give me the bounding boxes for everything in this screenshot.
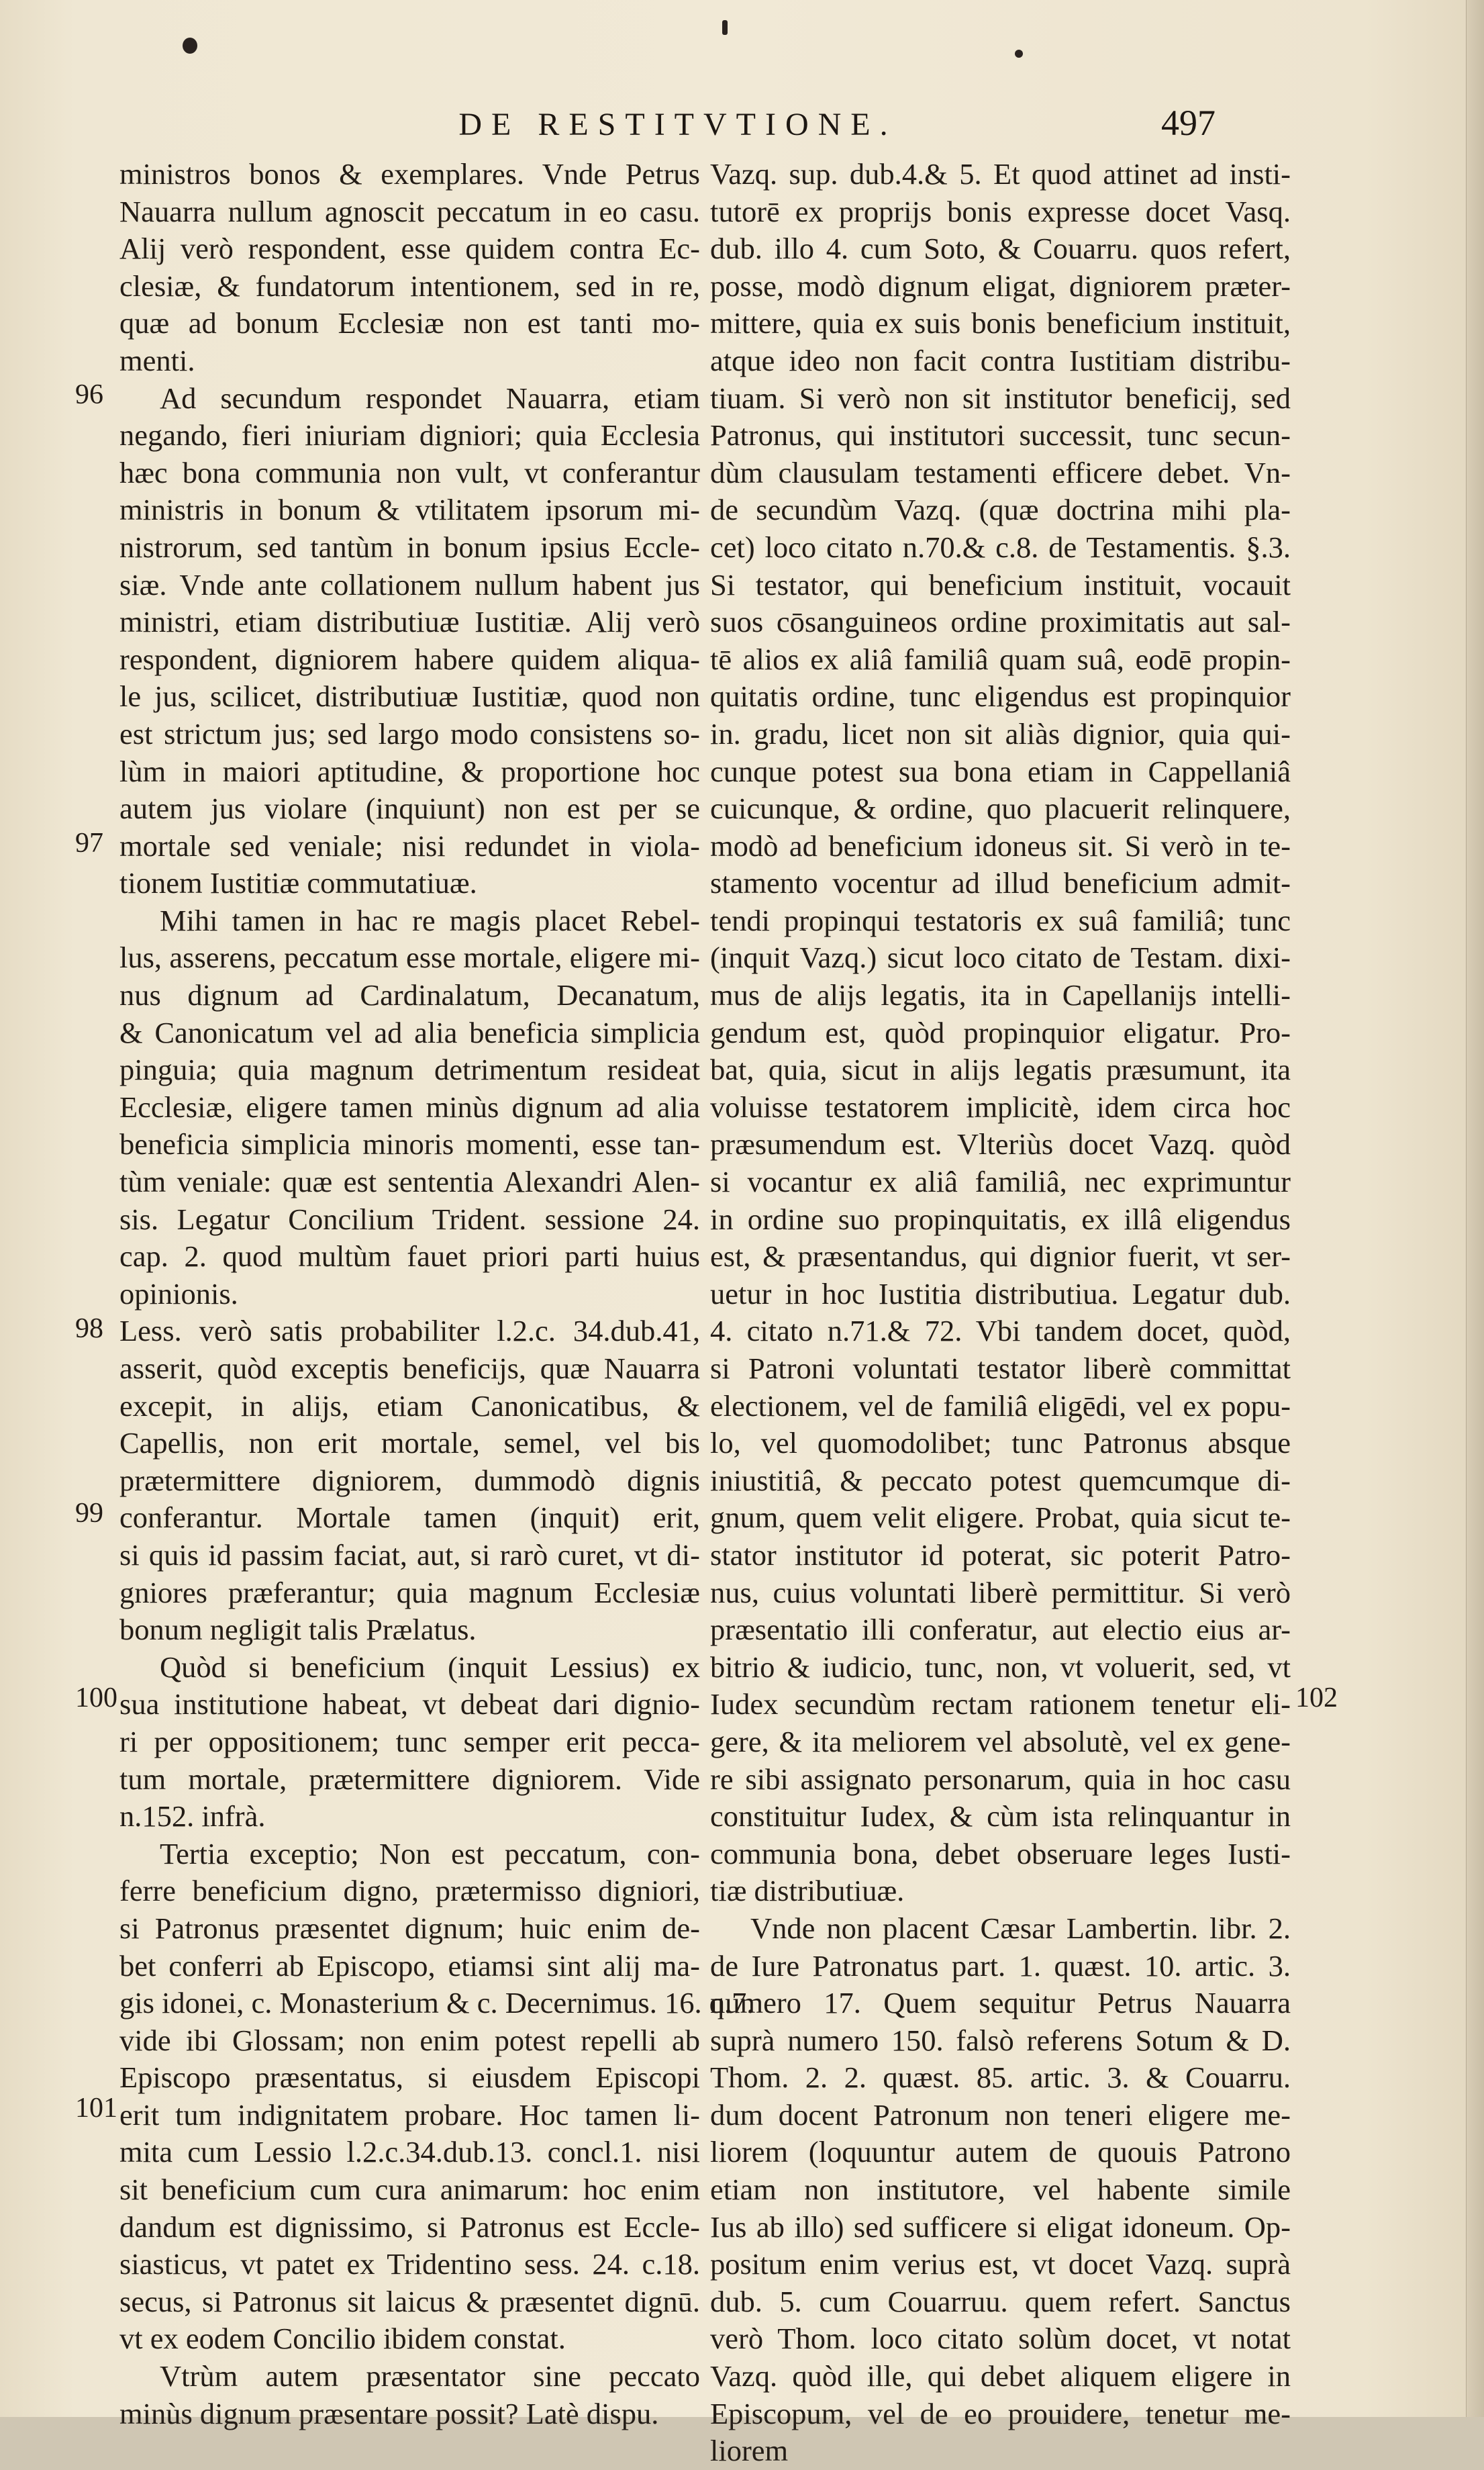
text-line: posse, modò dignum eligat, digniorem præter- (710, 269, 1291, 303)
text-line: gniores præferantur; quia magnum Ecclesiæ (119, 1575, 700, 1609)
text-line: menti. (119, 343, 195, 377)
text-line: hæc bona communia non vult, vt conferantur (119, 455, 700, 489)
text-line: præsentatio illi conferatur, aut electio eius ar- (710, 1613, 1291, 1647)
text-line: quitatis ordine, tunc eligendus est propinquior (710, 679, 1291, 714)
text-line: vt ex eodem Concilio ibidem constat. (119, 2322, 566, 2356)
text-line: si Patroni voluntati testator liberè committat (710, 1351, 1291, 1385)
text-line: Tertia exceptio; Non est peccatum, con- (160, 1836, 700, 1870)
running-head: DE RESTITVTIONE. (458, 107, 897, 142)
text-line: tum mortale, prætermittere digniorem. Vide (119, 1762, 700, 1796)
text-line: minùs dignum præsentare possit? Latè dispu. (119, 2396, 659, 2430)
margin-number-100: 100 (75, 1682, 117, 1713)
text-line: voluisse testatorem implicitè, idem circa hoc (710, 1090, 1291, 1124)
ink-speck (722, 20, 728, 35)
text-line: liorem (710, 2434, 789, 2468)
text-line: conferantur. Mortale tamen (inquit) erit, (119, 1501, 700, 1535)
text-line: bonum negligit talis Prælatus. (119, 1613, 477, 1647)
text-line: siæ. Vnde ante collationem nullum habent jus (119, 567, 700, 602)
text-line: siasticus, vt patet ex Tridentino sess. 24. c.18. (119, 2247, 700, 2281)
text-line: Vazq. quòd ille, qui debet aliquem eligere in (710, 2359, 1291, 2393)
text-line: tiæ distributiuæ. (710, 1874, 905, 1908)
margin-number-102: 102 (1295, 1682, 1338, 1713)
text-line: Alij verò respondent, esse quidem contra Ec- (119, 232, 700, 266)
text-line: positum enim verius est, vt docet Vazq. suprà (710, 2247, 1291, 2281)
text-line: vide ibi Glossam; non enim potest repelli ab (119, 2023, 700, 2057)
text-line: bat, quia, sicut in alijs legatis præsumunt, ita (710, 1053, 1291, 1087)
text-line: dum docent Patronum non teneri eligere me- (710, 2097, 1291, 2132)
text-line: Vazq. sup. dub.4.& 5. Et quod attinet ad insti- (710, 157, 1291, 191)
text-line: mus de alijs legatis, ita in Capellanijs intelli- (710, 978, 1291, 1012)
text-line: Ius ab illo) sed sufficere si eligat idoneum. Op- (710, 2210, 1291, 2244)
text-line: Iudex secundùm rectam rationem tenetur eli- (710, 1687, 1291, 1721)
text-line: cunque potest sua bona etiam in Cappellaniâ (710, 754, 1291, 788)
text-line: prætermittere digniorem, dummodò dignis (119, 1463, 700, 1497)
text-line: negando, fieri iniuriam digniori; quia Ecclesia (119, 418, 700, 453)
text-line: & Canonicatum vel ad alia beneficia simplicia (119, 1015, 700, 1049)
text-line: uetur in hoc Iustitia distributiua. Legatur dub. (710, 1276, 1291, 1311)
text-line: Vnde non placent Cæsar Lambertin. libr. 2. (750, 1911, 1291, 1945)
text-line: lùm in maiori aptitudine, & proportione hoc (119, 754, 700, 788)
text-line: sis. Legatur Concilium Trident. sessione 24. (119, 1202, 700, 1236)
text-line: Patronus, qui institutori successit, tunc secun- (710, 418, 1291, 453)
text-line: de Iure Patronatus part. 1. quæst. 10. artic. 3. (710, 1948, 1291, 1983)
text-line: Nauarra nullum agnoscit peccatum in eo casu. (119, 194, 700, 228)
text-line: ministri, etiam distributiuæ Iustitiæ. Alij verò (119, 605, 700, 639)
text-line: cet) loco citato n.70.& c.8. de Testamentis. §.3. (710, 530, 1291, 564)
text-line: communia bona, debet obseruare leges Iusti- (710, 1836, 1291, 1870)
text-line: Ecclesiæ, eligere tamen minùs dignum ad alia (119, 1090, 700, 1124)
text-line: tùm veniale: quæ est sententia Alexandri Alen- (119, 1165, 700, 1199)
margin-number-98: 98 (75, 1313, 103, 1344)
text-line: Quòd si beneficium (inquit Lessius) ex (160, 1650, 700, 1684)
text-line: est, & præsentandus, qui dignior fuerit, vt ser- (710, 1239, 1291, 1274)
text-line: præsumendum est. Vlteriùs docet Vazq. quòd (710, 1127, 1291, 1161)
text-line: Capellis, non erit mortale, semel, vel bis (119, 1426, 700, 1460)
text-line: gnum, quem velit eligere. Probat, quia sicut te- (710, 1501, 1291, 1535)
text-line: Si testator, qui beneficium instituit, vocauit (710, 567, 1291, 602)
text-line: dub. 5. cum Couarruu. quem refert. Sanctus (710, 2284, 1291, 2318)
text-line: Thom. 2. 2. quæst. 85. artic. 3. & Couarru. (710, 2060, 1291, 2095)
text-line: etiam non institutore, vel habente simile (710, 2173, 1291, 2207)
text-line: Mihi tamen in hac re magis placet Rebel- (160, 903, 700, 937)
ink-speck (1015, 50, 1023, 58)
text-line: excepit, in alijs, etiam Canonicatibus, & (119, 1388, 700, 1423)
text-line: sit beneficium cum cura animarum: hoc enim (119, 2173, 700, 2207)
text-line: si quis id passim faciat, aut, si rarò curet, vt di- (119, 1537, 700, 1572)
text-line: gis idonei, c. Monasterium & c. Decernimus. 16. q.7. (119, 1986, 754, 2020)
page-number: 497 (1161, 103, 1216, 143)
text-line: ministris in bonum & vtilitatem ipsorum mi- (119, 493, 700, 527)
margin-number-101: 101 (75, 2093, 117, 2124)
text-line: lo, vel quomodolibet; tunc Patronus absque (710, 1426, 1291, 1460)
text-line: numero 17. Quem sequitur Petrus Nauarra (710, 1986, 1291, 2020)
text-line: nistrorum, sed tantùm in bonum ipsius Eccle- (119, 530, 700, 564)
page-edge (1466, 0, 1484, 2417)
text-line: Episcopo præsentatus, si eiusdem Episcopi (119, 2060, 700, 2095)
text-line: opinionis. (119, 1276, 238, 1311)
text-line: quæ ad bonum Ecclesiæ non est tanti mo- (119, 306, 700, 340)
text-line: si Patronus præsentet dignum; huic enim de- (119, 1911, 700, 1945)
text-line: sua institutione habeat, vt debeat dari dignio- (119, 1687, 700, 1721)
text-line: ferre beneficium digno, prætermisso digniori, (119, 1874, 700, 1908)
left-text-column (119, 156, 754, 2432)
text-line: stator institutor id poterat, sic poterit Patro- (710, 1537, 1291, 1572)
text-line: beneficia simplicia minoris momenti, esse tan- (119, 1127, 700, 1161)
text-line: mita cum Lessio l.2.c.34.dub.13. concl.1. nisi (119, 2135, 700, 2169)
text-line: asserit, quòd exceptis beneficijs, quæ Nauarra (119, 1351, 700, 1385)
text-line: bitrio & iudicio, tunc, non, vt voluerit, sed, vt (710, 1650, 1291, 1684)
text-line: Ad secundum respondet Nauarra, etiam (160, 381, 700, 415)
text-line: n.152. infrà. (119, 1799, 266, 1834)
text-line: dub. illo 4. cum Soto, & Couarru. quos refert, (710, 232, 1291, 266)
text-line: tiuam. Si verò non sit institutor beneficij, sed (710, 381, 1291, 415)
text-line: mittere, quia ex suis bonis beneficium instituit, (710, 306, 1291, 340)
text-line: ministros bonos & exemplares. Vnde Petrus (119, 157, 700, 191)
text-line: cap. 2. quod multùm fauet priori parti huius (119, 1239, 700, 1274)
margin-number-96: 96 (75, 379, 103, 410)
text-line: electionem, vel de familiâ eligēdi, vel ex popu- (710, 1388, 1291, 1423)
text-line: secus, si Patronus sit laicus & præsentet dignū. (119, 2284, 700, 2318)
text-line: atque ideo non facit contra Iustitiam distribu- (710, 343, 1291, 377)
text-line: lus, asserens, peccatum esse mortale, eligere mi- (119, 941, 700, 975)
text-line: Vtrùm autem præsentator sine peccato (160, 2359, 700, 2393)
text-line: liorem (loquuntur autem de quouis Patrono (710, 2135, 1291, 2169)
text-line: dùm clausulam testamenti efficere debet. Vn- (710, 455, 1291, 489)
text-line: in. gradu, licet non sit aliàs dignior, quia qui- (710, 716, 1291, 751)
text-line: nus, cuius voluntati liberè permittitur. Si verò (710, 1575, 1291, 1609)
ink-speck (183, 38, 197, 54)
text-line: bet conferri ab Episcopo, etiamsi sint alij ma- (119, 1948, 700, 1983)
text-line: pinguia; quia magnum detrimentum resideat (119, 1053, 700, 1087)
text-line: clesiæ, & fundatorum intentionem, sed in re, (119, 269, 700, 303)
text-line: iniustitiâ, & peccato potest quemcumque di- (710, 1463, 1291, 1497)
right-text-column (710, 156, 1291, 2470)
text-line: suprà numero 150. falsò referens Sotum & D. (710, 2023, 1291, 2057)
text-line: Less. verò satis probabiliter l.2.c. 34.dub.41, (119, 1314, 700, 1348)
text-line: (inquit Vazq.) sicut loco citato de Testam. dixi- (710, 941, 1291, 975)
text-line: modò ad beneficium idoneus sit. Si verò in te- (710, 828, 1291, 863)
text-line: gendum est, quòd propinquior eligatur. Pro- (710, 1015, 1291, 1049)
text-line: in ordine suo propinquitatis, ex illâ eligendus (710, 1202, 1291, 1236)
text-line: Episcopum, vel de eo prouidere, tenetur me- (710, 2396, 1291, 2430)
text-line: autem jus violare (inquiunt) non est per se (119, 792, 700, 826)
text-line: suos cōsanguineos ordine proximitatis aut sal- (710, 605, 1291, 639)
text-line: erit tum indignitatem probare. Hoc tamen li- (119, 2097, 700, 2132)
text-line: tutorē ex proprijs bonis expresse docet Vasq. (710, 194, 1291, 228)
text-line: ri per oppositionem; tunc semper erit pecca- (119, 1724, 700, 1758)
text-line: le jus, scilicet, distributiuæ Iustitiæ, quod non (119, 679, 700, 714)
text-line: de secundùm Vazq. (quæ doctrina mihi pla- (710, 493, 1291, 527)
text-line: si vocantur ex aliâ familiâ, nec exprimuntur (710, 1165, 1291, 1199)
text-line: tendi propinqui testatoris ex suâ familiâ; tunc (710, 903, 1291, 937)
text-line: gere, & ita meliorem vel absolutè, vel ex gene- (710, 1724, 1291, 1758)
text-line: re sibi assignato personarum, quia in hoc casu (710, 1762, 1291, 1796)
text-line: est strictum jus; sed largo modo consistens so- (119, 716, 700, 751)
text-line: tē alios ex aliâ familiâ quam suâ, eodē propin- (710, 642, 1291, 676)
margin-number-99: 99 (75, 1498, 103, 1529)
text-line: dandum est dignissimo, si Patronus est Eccle- (119, 2210, 700, 2244)
text-line: verò Thom. loco citato solùm docet, vt notat (710, 2322, 1291, 2356)
text-line: stamento vocentur ad illud beneficium admit- (710, 866, 1291, 900)
text-line: cuicunque, & ordine, quo placuerit relinquere, (710, 792, 1291, 826)
text-line: tionem Iustitiæ commutatiuæ. (119, 866, 477, 900)
text-line: constituitur Iudex, & cùm ista relinquantur in (710, 1799, 1291, 1834)
text-line: mortale sed veniale; nisi redundet in viola- (119, 828, 700, 863)
text-line: respondent, digniorem habere quidem aliqua- (119, 642, 700, 676)
text-line: nus dignum ad Cardinalatum, Decanatum, (119, 978, 700, 1012)
margin-number-97: 97 (75, 828, 103, 859)
text-line: 4. citato n.71.& 72. Vbi tandem docet, quòd, (710, 1314, 1291, 1348)
